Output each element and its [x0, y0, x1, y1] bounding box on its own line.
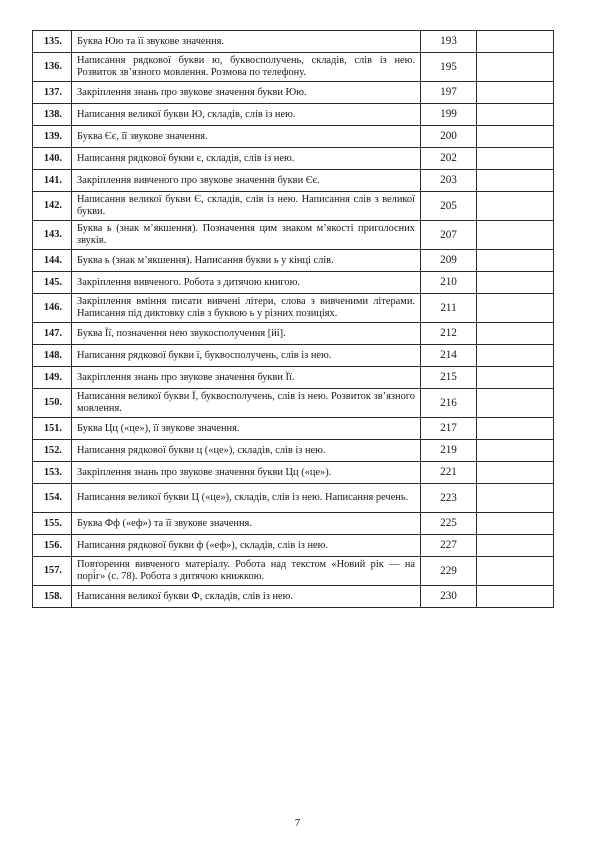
lesson-topic: Закріплення знань про звукове значення букви Її.: [72, 367, 421, 389]
lesson-page: 216: [421, 389, 477, 418]
lesson-topic: Буква Єє, її звукове значення.: [72, 126, 421, 148]
lesson-topic: Повторення вивченого матеріалу. Робота над текстом «Новий рік — на порі́г» (с. 78). Робота з дитячою книжкою.: [72, 557, 421, 586]
lesson-page: 199: [421, 104, 477, 126]
table-row: [33, 250, 554, 272]
lesson-rows: [33, 31, 554, 608]
lesson-page: 202: [421, 148, 477, 170]
lesson-number: 138.: [33, 104, 72, 126]
table-row: [33, 535, 554, 557]
lesson-number: 149.: [33, 367, 72, 389]
lesson-page: 197: [421, 82, 477, 104]
lesson-page: 211: [421, 294, 477, 323]
lesson-number: 135.: [33, 31, 72, 53]
notes-cell: [477, 513, 554, 535]
lesson-topic: Закріплення знань про звукове значення букви Цц («це»).: [72, 462, 421, 484]
lesson-topic: Написання рядкової букви ц («це»), складів, слів із нею.: [72, 440, 421, 462]
lesson-number: 157.: [33, 557, 72, 586]
notes-cell: [477, 148, 554, 170]
lesson-topic: Закріплення вміння писати вивчені літери, слова з вивченими літерами. Написання під диктовку слів з буквою ь у різних позиціях.: [72, 294, 421, 323]
table-row: [33, 586, 554, 608]
lesson-page: 221: [421, 462, 477, 484]
table-row: [33, 148, 554, 170]
notes-cell: [477, 104, 554, 126]
page-number: 7: [294, 817, 301, 829]
lesson-topic: Закріплення знань про звукове значення букви Юю.: [72, 82, 421, 104]
lesson-page: 230: [421, 586, 477, 608]
lesson-number: 153.: [33, 462, 72, 484]
lesson-number: 151.: [33, 418, 72, 440]
lesson-topic: Буква Фф («еф») та її звукове значення.: [72, 513, 421, 535]
lesson-topic: Буква Її, позначення нею звукосполучення [йі].: [72, 323, 421, 345]
lesson-number: 150.: [33, 389, 72, 418]
notes-cell: [477, 192, 554, 221]
notes-cell: [477, 250, 554, 272]
lesson-number: 143.: [33, 221, 72, 250]
lesson-number: 142.: [33, 192, 72, 221]
notes-cell: [477, 82, 554, 104]
lesson-page: 225: [421, 513, 477, 535]
lesson-number: 136.: [33, 53, 72, 82]
table-row: [33, 31, 554, 53]
notes-cell: [477, 586, 554, 608]
lesson-topic: Буква Цц («це»), її звукове значення.: [72, 418, 421, 440]
lesson-page: 227: [421, 535, 477, 557]
notes-cell: [477, 170, 554, 192]
notes-cell: [477, 484, 554, 513]
notes-cell: [477, 272, 554, 294]
table-row: [33, 367, 554, 389]
lesson-topic: Написання рядкової букви ї, буквосполучень, слів із нею.: [72, 345, 421, 367]
lesson-topic: Буква ь (знак м’якшення). Написання букви ь у кінці слів.: [72, 250, 421, 272]
table-row: [33, 323, 554, 345]
lesson-topic: Закріплення вивченого. Робота з дитячою книгою.: [72, 272, 421, 294]
lesson-topic: Буква Юю та її звукове значення.: [72, 31, 421, 53]
lesson-number: 144.: [33, 250, 72, 272]
lesson-topic: Написання великої букви Ї, буквосполучень, слів із нею. Розвиток зв’язного мовлення.: [72, 389, 421, 418]
table-row: [33, 53, 554, 82]
notes-cell: [477, 535, 554, 557]
table-row: [33, 104, 554, 126]
lesson-topic: Написання великої букви Є, складів, слів із нею. Написання слів з великої букви.: [72, 192, 421, 221]
lesson-page: 223: [421, 484, 477, 513]
notes-cell: [477, 221, 554, 250]
lesson-page: 219: [421, 440, 477, 462]
table-row: [33, 418, 554, 440]
table-row: [33, 484, 554, 513]
notes-cell: [477, 367, 554, 389]
lesson-page: 195: [421, 53, 477, 82]
notes-cell: [477, 345, 554, 367]
notes-cell: [477, 323, 554, 345]
lesson-topic: Написання великої букви Ф, складів, слів із нею.: [72, 586, 421, 608]
table-row: [33, 462, 554, 484]
lesson-page: 207: [421, 221, 477, 250]
lesson-number: 158.: [33, 586, 72, 608]
lesson-page: 212: [421, 323, 477, 345]
lesson-number: 137.: [33, 82, 72, 104]
lesson-topic: Написання великої букви Ц («це»), складів, слів із нею. Написання речень.: [72, 484, 421, 513]
lesson-number: 141.: [33, 170, 72, 192]
table-row: [33, 557, 554, 586]
lesson-number: 147.: [33, 323, 72, 345]
lesson-page: 200: [421, 126, 477, 148]
table-row: [33, 272, 554, 294]
lesson-number: 155.: [33, 513, 72, 535]
notes-cell: [477, 418, 554, 440]
lesson-number: 148.: [33, 345, 72, 367]
lesson-topic: Написання рядкової букви є, складів, слів із нею.: [72, 148, 421, 170]
table-row: [33, 513, 554, 535]
lesson-topic: Закріплення вивченого про звукове значення букви Єє.: [72, 170, 421, 192]
table-row: [33, 192, 554, 221]
lesson-page: 217: [421, 418, 477, 440]
table-row: [33, 294, 554, 323]
lesson-page: 203: [421, 170, 477, 192]
notes-cell: [477, 557, 554, 586]
notes-cell: [477, 31, 554, 53]
lesson-page: 214: [421, 345, 477, 367]
table-row: [33, 345, 554, 367]
table-row: [33, 82, 554, 104]
lesson-page: 209: [421, 250, 477, 272]
lesson-plan-table: [32, 30, 554, 608]
notes-cell: [477, 462, 554, 484]
lesson-page: 205: [421, 192, 477, 221]
lesson-topic: Написання рядкової букви ф («еф»), складів, слів із нею.: [72, 535, 421, 557]
notes-cell: [477, 389, 554, 418]
lesson-number: 146.: [33, 294, 72, 323]
table-row: [33, 221, 554, 250]
lesson-page: 215: [421, 367, 477, 389]
lesson-page: 210: [421, 272, 477, 294]
lesson-topic: Буква ь (знак м’якшення). Позначення цим знаком м’якості приголосних звуків.: [72, 221, 421, 250]
notes-cell: [477, 294, 554, 323]
lesson-number: 152.: [33, 440, 72, 462]
lesson-number: 156.: [33, 535, 72, 557]
lesson-page: 229: [421, 557, 477, 586]
lesson-page: 193: [421, 31, 477, 53]
lesson-topic: Написання великої букви Ю, складів, слів із нею.: [72, 104, 421, 126]
lesson-number: 140.: [33, 148, 72, 170]
table-row: [33, 170, 554, 192]
lesson-number: 139.: [33, 126, 72, 148]
table-row: [33, 389, 554, 418]
table-row: [33, 440, 554, 462]
table-row: [33, 126, 554, 148]
lesson-number: 145.: [33, 272, 72, 294]
notes-cell: [477, 126, 554, 148]
lesson-number: 154.: [33, 484, 72, 513]
lesson-topic: Написання рядкової букви ю, буквосполучень, складів, слів із нею. Розвиток зв’язного мовлення. Розмова по телефону.: [72, 53, 421, 82]
notes-cell: [477, 53, 554, 82]
notes-cell: [477, 440, 554, 462]
